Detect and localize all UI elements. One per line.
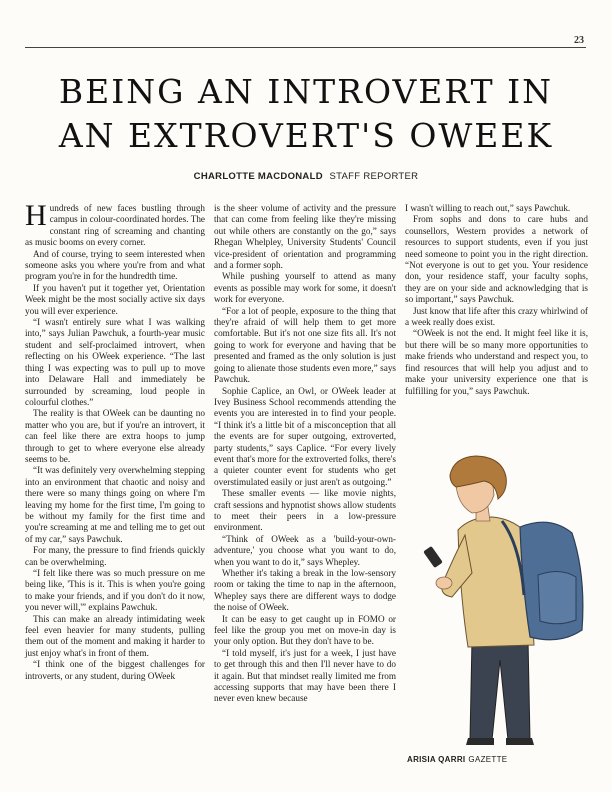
illustrator-org: GAZETTE — [468, 755, 508, 764]
pants — [470, 640, 530, 740]
paragraph: “Think of OWeek as a 'build-your-own-adventure,' you choose what you want to do, when you want to do it,” says Whepley. — [214, 533, 396, 567]
author-name: CHARLOTTE MACDONALD — [193, 171, 323, 182]
paragraph: And of course, trying to seem interested when someone asks you where you're from and what program you're in for the hundredth time. — [25, 248, 205, 282]
page-number: 23 — [574, 35, 584, 46]
paragraph: “For a lot of people, exposure to the thing that they're afraid of will help them to get more comfortable. But it's not one size fits all. It's not going to work for everyone and having that be presented and framed as the only solution is just going to alienate those students even more,” says Pawchuk. — [214, 305, 396, 385]
paragraph: “I think one of the biggest challenges for introverts, or any student, during OWeek — [25, 659, 205, 681]
byline — [0, 171, 612, 182]
body-column-1 — [25, 199, 205, 682]
student-with-phone-illustration — [410, 455, 600, 747]
backpack-pocket — [538, 571, 576, 623]
headline-line-2: AN EXTROVERT'S OWEEK — [58, 116, 554, 155]
paragraph: Hundreds of new faces bustling through campus in colour-coordinated hordes. The constant ring of screaming and chanting as music booms on every corner. — [25, 199, 205, 248]
paragraph: Just know that life after this crazy whirlwind of a week really does exist. — [405, 305, 588, 328]
paragraph: It can be easy to get caught up in FOMO or feel like the group you met on move-in day is your only option. But they don't have to be. — [214, 613, 396, 647]
body-column-3 — [405, 203, 588, 397]
author-role: STAFF REPORTER — [329, 171, 419, 182]
paragraph: For many, the pressure to find friends quickly can be overwhelming. — [25, 545, 205, 567]
paragraph: Whether it's taking a break in the low-sensory room or taking the time to nap in the afternoon, Whepley says there are different ways to dodge the noise of OWeek. — [214, 568, 396, 613]
paragraph: I wasn't willing to reach out,” says Pawchuk. — [405, 203, 571, 213]
paragraph: “It was definitely very overwhelming stepping into an environment that chaotic and noisy and there were so many things going on where I'm leaving my home for the first time, I'm going to be without my family for the first time and you're screaming at me and telling me to get out of my car,” says Pawchuk. — [25, 465, 205, 544]
paragraph: “I wasn't entirely sure what I was walking into,” says Julian Pawchuk, a fourth-year music student and self-proclaimed introvert, when reflecting on his OWeek experience. “The last thing I was expecting was to pull up to move into Delaware Hall and immediately be surrounded by screaming, loud people in colourful clothes.” — [25, 317, 205, 407]
hand — [436, 577, 452, 589]
illustrator-name: ARISIA QARRI — [407, 755, 466, 764]
paragraph: Sophie Caplice, an Owl, or OWeek leader at Ivey Business School recommends attending the events you are interested in to find your people. “I think it's a little bit of a misconception that all the events are for super outgoing, extroverted, party students,” says Caplice. “For every lively event that's more for the extroverted folks, there's a quieter counter event for students who get overstimulated easily or just aren't as outgoing.” — [214, 385, 396, 487]
paragraph: If you haven't put it together yet, Orientation Week might be the most socially active six days you will ever experience. — [25, 282, 205, 316]
article-headline — [20, 70, 592, 158]
shoes — [466, 738, 534, 745]
paragraph: These smaller events — like movie nights, craft sessions and hypnotist shows allow students to meet their peers in a low-pressure environment. — [214, 488, 396, 533]
paragraph: “I felt like there was so much pressure on me being like, 'This is it. This is when you're going to make your friends, and if you don't do it now, you never will,'” explains Pawchuk. — [25, 568, 205, 613]
paragraph: “OWeek is not the end. It might feel like it is, but there will be so many more opportunities to make friends who understand and respect you, to find resources that will help you adjust and to make your university experience one that is fulfilling for you,” says Pawchuk. — [405, 328, 588, 396]
paragraph: is the sheer volume of activity and the pressure that can come from feeling like they're missing out while others are constantly on the go,” says Rhegan Whelpley, University Students' Council vice-president of orientation and programming and a former soph. — [214, 203, 396, 271]
phone — [423, 546, 443, 568]
headline-line-1: BEING AN INTROVERT IN — [58, 72, 554, 111]
paragraph: From sophs and dons to care hubs and counsellors, Western provides a network of resources to support students, even if you just need someone to point you in the right direction. “Not everyone is out to get you. Your residence don, your residence staff, your faculty sophs, they are on your side and acknowledging that is so important,” says Pawchuk. — [405, 214, 588, 305]
illustration-credit — [407, 755, 507, 764]
paragraph: This can make an already intimidating week feel even heavier for many students, pulling them out of the moment and making it harder to just enjoy what's in front of them. — [25, 613, 205, 658]
drop-cap: H — [25, 199, 47, 232]
header-rule — [25, 47, 586, 48]
paragraph: “I told myself, it's just for a week, I just have to get through this and then I'll never have to do it again. But that mindset really limited me from accessing supports that may have been there I never even knew because — [214, 647, 396, 704]
paragraph: While pushing yourself to attend as many events as possible may work for some, it doesn't work for everyone. — [214, 271, 396, 305]
paragraph: The reality is that OWeek can be daunting no matter who you are, but if you're an introvert, it can feel like there are extra hoops to jump through to get to where everyone else already seems to be. — [25, 408, 205, 464]
body-column-2 — [214, 203, 396, 705]
